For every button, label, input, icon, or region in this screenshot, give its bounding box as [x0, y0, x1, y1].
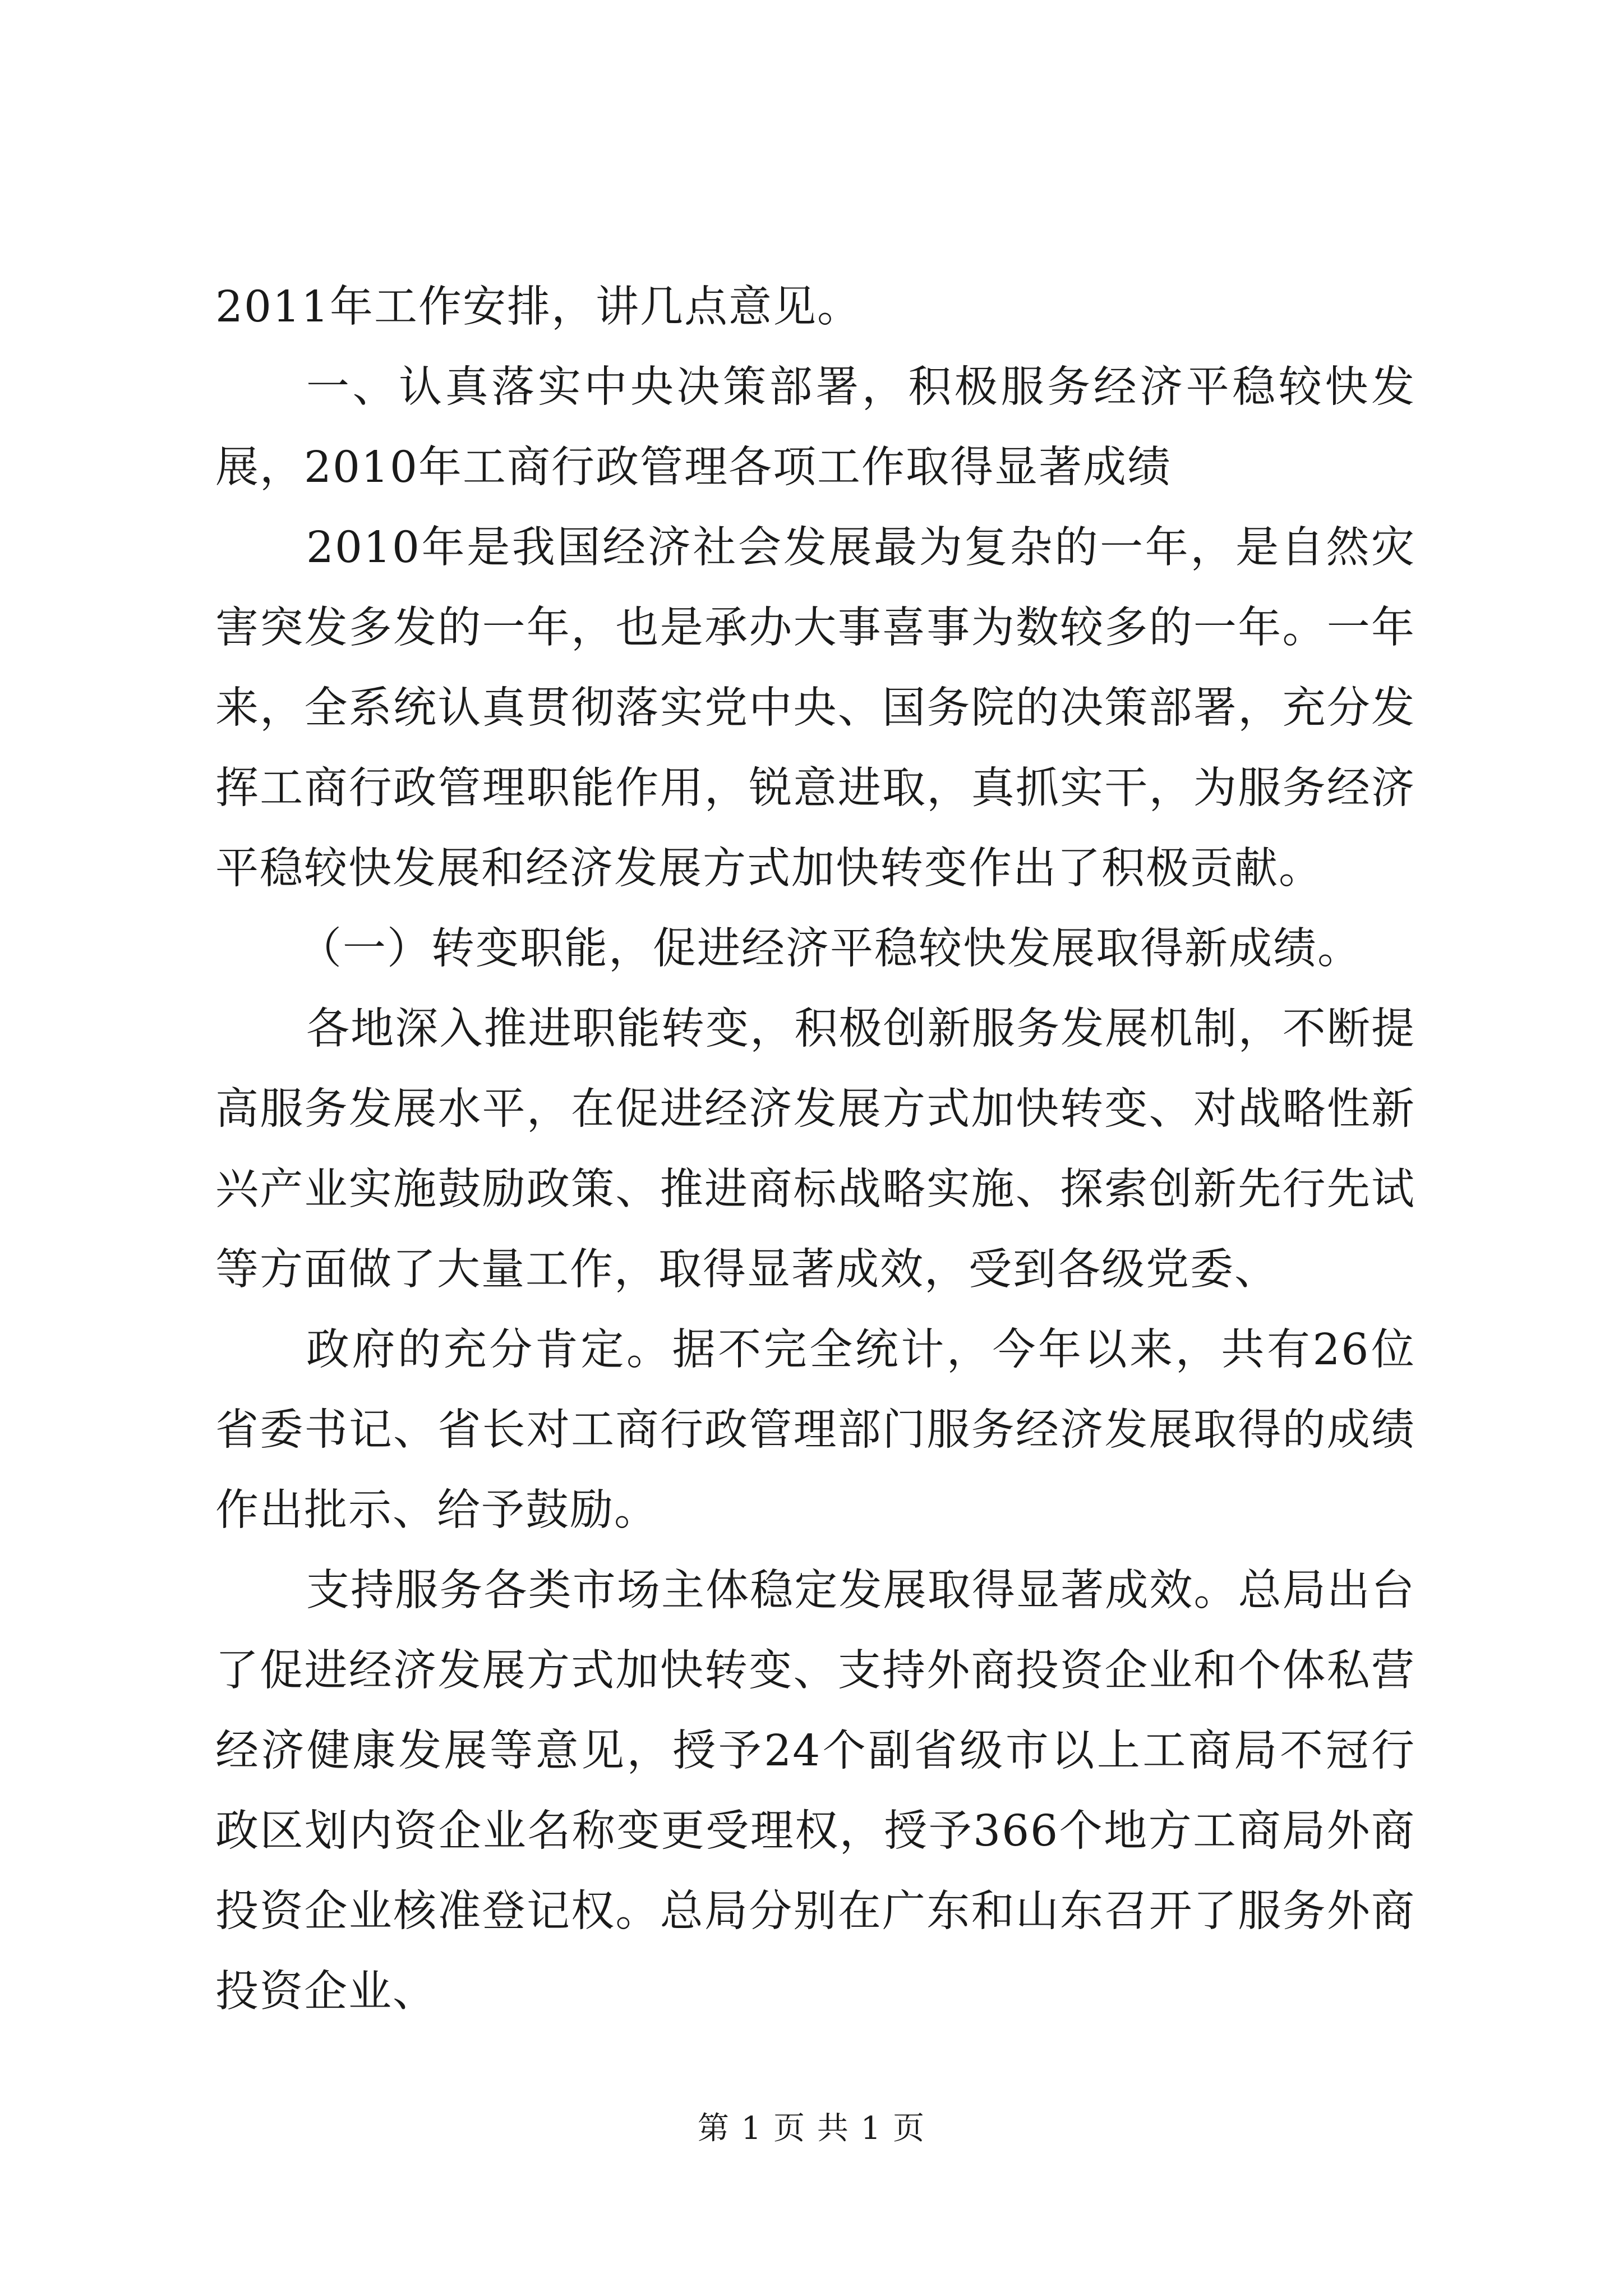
paragraph: 各地深入推进职能转变，积极创新服务发展机制，不断提高服务发展水平，在促进经济发展方式加快转变、对战略性新兴产业实施鼓励政策、推进商标战略实施、探索创新先行先试等方面做了大量工作，取得显著成效，受到各级党委、	[215, 1004, 1415, 1295]
page-number: 第 1 页 共 1 页	[697, 2110, 926, 2147]
page-footer	[0, 2109, 1623, 2148]
paragraph: 2010年是我国经济社会发展最为复杂的一年，是自然灾害突发多发的一年，也是承办大事喜事为数较多的一年。一年来，全系统认真贯彻落实党中央、国务院的决策部署，充分发挥工商行政管理职能作用，锐意进取，真抓实干，为服务经济平稳较快发展和经济发展方式加快转变作出了积极贡献。	[215, 523, 1415, 894]
document-body	[215, 267, 1415, 2032]
paragraph: 政府的充分肯定。据不完全统计，今年以来，共有26位省委书记、省长对工商行政管理部门服务经济发展取得的成绩作出批示、给予鼓励。	[215, 1325, 1415, 1535]
section-heading: 一、认真落实中央决策部署，积极服务经济平稳较快发展，2010年工商行政管理各项工作取得显著成绩	[215, 362, 1415, 493]
subsection-heading: （一）转变职能，促进经济平稳较快发展取得新成绩。	[298, 924, 1362, 974]
paragraph-continuation: 2011年工作安排，讲几点意见。	[215, 282, 861, 332]
paragraph: 支持服务各类市场主体稳定发展取得显著成效。总局出台了促进经济发展方式加快转变、支持外商投资企业和个体私营经济健康发展等意见，授予24个副省级市以上工商局不冠行政区划内资企业名称变更受理权，授予366个地方工商局外商投资企业核准登记权。总局分别在广东和山东召开了服务外商投资企业、	[215, 1566, 1415, 2017]
